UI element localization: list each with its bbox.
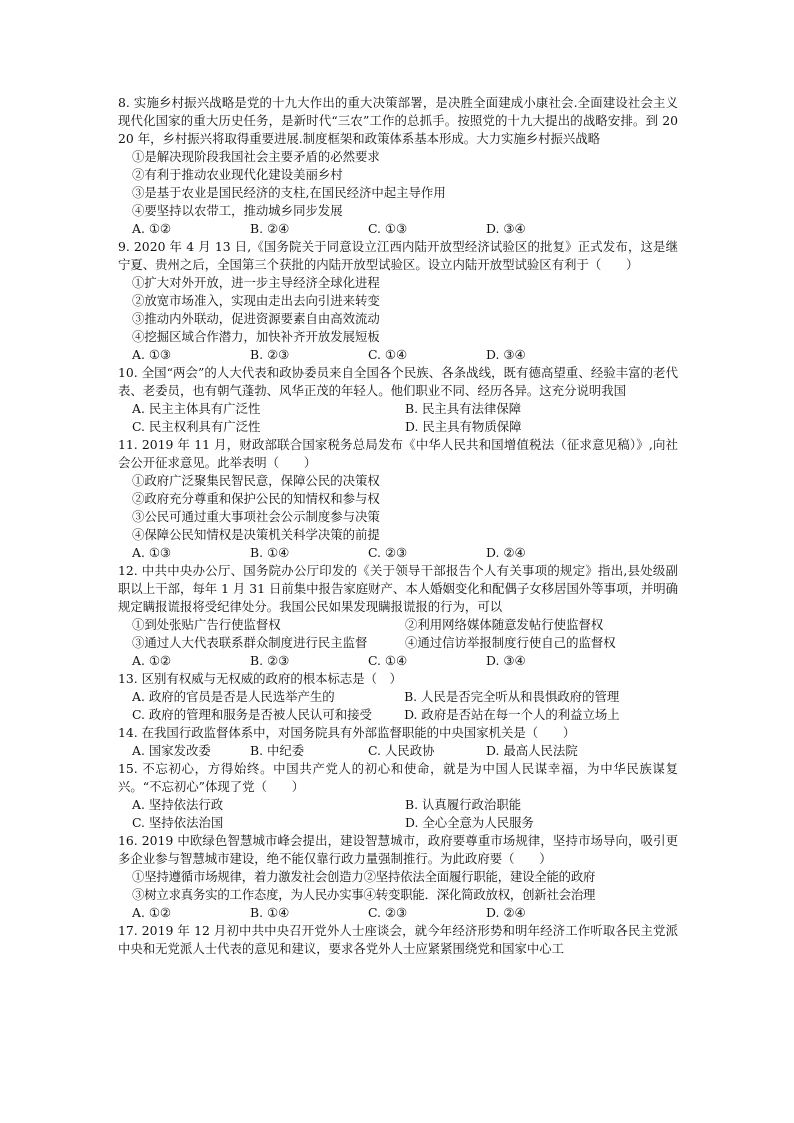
statement-item: ②政府充分尊重和保护公民的知情权和参与权 [132,491,380,506]
question-block [118,670,678,724]
question-block [118,724,678,760]
exam-page [118,94,678,958]
answer-row [118,742,678,760]
question-block [118,436,678,562]
option-row [118,418,678,436]
answer-choice: D. ③④ [486,347,526,362]
answer-choice: D. ②④ [486,545,526,560]
statement-item: ①政府广泛聚集民智民意，保障公民的决策权 [132,473,380,488]
question-stem: 14. 在我国行政监督体系中，对国务院具有外部监督职能的中央国家机关是（ ） [118,725,576,740]
option-choice: B. 认真履行政治职能 [405,797,522,812]
question-block [118,922,678,958]
question-stem: 8. 实施乡村振兴战略是党的十九大作出的重大决策部署，是决胜全面建成小康社会.全面建设社会主义现代化国家的重大历史任务，是新时代“三农”工作的总抓手。按照党的十九大提出的战略安排。到 2020 年，乡村振兴将取得重要进展.制度框架和政策体系基本形成。大力实施乡村振兴战略 [118,95,678,146]
question-stem: 16. 2019 中欧绿色智慧城市峰会提出，建设智慧城市，政府要尊重市场规律，坚持市场导向，吸引更多企业参与智慧城市建设，绝不能仅靠行政力量强制推行。为此政府要（ ） [118,833,678,866]
answer-choice: C. ①④ [368,347,408,362]
question-stem: 13. 区别有权威与无权威的政府的根本标志是（ ） [118,671,402,686]
answer-choice: B. ①④ [250,905,290,920]
statement-item: ①扩大对外开放，进一步主导经济全球化进程 [132,275,380,290]
statement-item: ②放宽市场准入，实现由走出去向引进来转变 [132,293,380,308]
answer-choice: A. 国家发改委 [132,743,211,758]
option-row [118,634,678,652]
answer-row [118,652,678,670]
question-stem: 10. 全国“两会”的人大代表和政协委员来自全国各个民族、各条战线，既有德高望重、经验丰富的老代表、老委员，也有朝气蓬勃、风华正茂的年轻人。他们职业不同、经历各异。这充分说明我国 [118,365,678,398]
answer-row [118,220,678,238]
answer-choice: A. ①③ [132,545,172,560]
answer-choice: D. ②④ [486,905,526,920]
answer-choice: C. ①④ [368,653,408,668]
question-stem: 17. 2019 年 12 月初中共中央召开党外人士座谈会，就今年经济形势和明年经济工作听取各民主党派中央和无党派人士代表的意见和建议，要求各党外人士应紧紧围绕党和国家中心工 [118,923,678,956]
option-row [118,706,678,724]
option-choice: C. 政府的管理和服务是否被人民认可和接受 [132,707,372,722]
question-block [118,562,678,670]
answer-choice: C. 人民政协 [368,743,435,758]
statement-item: ④挖掘区域合作潜力，加快补齐开放发展短板 [132,329,380,344]
answer-choice: C. ②③ [368,905,408,920]
statement-item: ④保障公民知情权是决策机关科学决策的前提 [132,527,380,542]
statement-item: ③推动内外联动，促进资源要素自由高效流动 [132,311,380,326]
statement-item: ④要坚持以农带工，推动城乡同步发展 [132,203,343,218]
option-row [118,814,678,832]
option-row [118,616,678,634]
question-block [118,94,678,238]
question-stem: 11. 2019 年 11 月，财政部联合国家税务总局发布《中华人民共和国增值税法（征求意见稿）》,向社会公开征求意见。此举表明（ ） [118,437,678,470]
option-row [118,796,678,814]
statement-item: ①坚持遵循市场规律，着力激发社会创造力②坚持依法全面履行职能，建设全能的政府 [132,869,596,884]
answer-choice: C. ①③ [368,221,408,236]
answer-choice: B. ①④ [250,545,290,560]
answer-choice: D. 最高人民法院 [486,743,578,758]
statement-item: ③公民可通过重大事项社会公示制度参与决策 [132,509,380,524]
answer-choice: B. ②③ [250,653,290,668]
option-choice: ③通过人大代表联系群众制度进行民主监督 [132,635,368,650]
answer-choice: A. ①③ [132,347,172,362]
option-choice: B. 民主具有法律保障 [405,401,522,416]
option-row [118,400,678,418]
answer-choice: B. 中纪委 [250,743,305,758]
option-choice: ①到处张贴广告行使监督权 [132,617,281,632]
answer-choice: A. ①② [132,905,172,920]
option-choice: A. 政府的官员是否是人民选举产生的 [132,689,335,704]
option-choice: B. 人民是否完全听从和畏惧政府的管理 [404,689,620,704]
option-choice: A. 民主主体具有广泛性 [132,401,261,416]
statement-item: ①是解决现阶段我国社会主要矛盾的必然要求 [132,149,380,164]
answer-row [118,346,678,364]
question-block [118,238,678,364]
answer-choice: C. ②③ [368,545,408,560]
answer-choice: D. ③④ [486,653,526,668]
answer-row [118,544,678,562]
option-choice: ④通过信访举报制度行使自己的监督权 [405,635,616,650]
answer-choice: B. ②③ [250,347,290,362]
question-block [118,832,678,922]
question-block [118,760,678,832]
statement-item: ③树立求真务实的工作态度，为人民办实事④转变职能．深化简政放权，创新社会治理 [132,887,596,902]
answer-choice: A. ①② [132,653,172,668]
option-choice: D. 全心全意为人民服务 [405,815,534,830]
statement-item: ③是基于农业是国民经济的支柱,在国民经济中起主导作用 [132,185,446,200]
option-choice: D. 民主具有物质保障 [405,419,522,434]
option-choice: C. 民主权利具有广泛性 [132,419,261,434]
answer-choice: D. ③④ [486,221,526,236]
option-choice: A. 坚持依法行政 [132,797,224,812]
answer-choice: A. ①② [132,221,172,236]
question-stem: 9. 2020 年 4 月 13 日,《国务院关于同意设立江西内陆开放型经济试验区的批复》正式发布，这是继宁夏、贵州之后，全国第三个获批的内陆开放型试验区。设立内陆开放型试验区有利于（ ） [118,239,678,272]
question-block [118,364,678,436]
question-stem: 15. 不忘初心，方得始终。中国共产党人的初心和使命，就是为中国人民谋幸福，为中华民族谋复兴。“不忘初心”体现了党（ ） [118,761,678,794]
question-stem: 12. 中共中央办公厅、国务院办公厅印发的《关于领导干部报告个人有关事项的规定》指出,县处级副职以上干部，每年 1 月 31 日前集中报告家庭财产、本人婚姻变化和配偶子女移居国外等事项，并明确规定瞒报谎报将受纪律处分。我国公民如果发现瞒报谎报的行为，可以 [118,563,678,614]
option-choice: ②利用网络媒体随意发帖行使监督权 [405,617,604,632]
answer-row [118,904,678,922]
option-choice: D. 政府是否站在每一个人的利益立场上 [404,707,620,722]
option-row [118,688,678,706]
option-choice: C. 坚持依法治国 [132,815,224,830]
answer-choice: B. ②④ [250,221,290,236]
statement-item: ②有利于推动农业现代化建设美丽乡村 [132,167,343,182]
